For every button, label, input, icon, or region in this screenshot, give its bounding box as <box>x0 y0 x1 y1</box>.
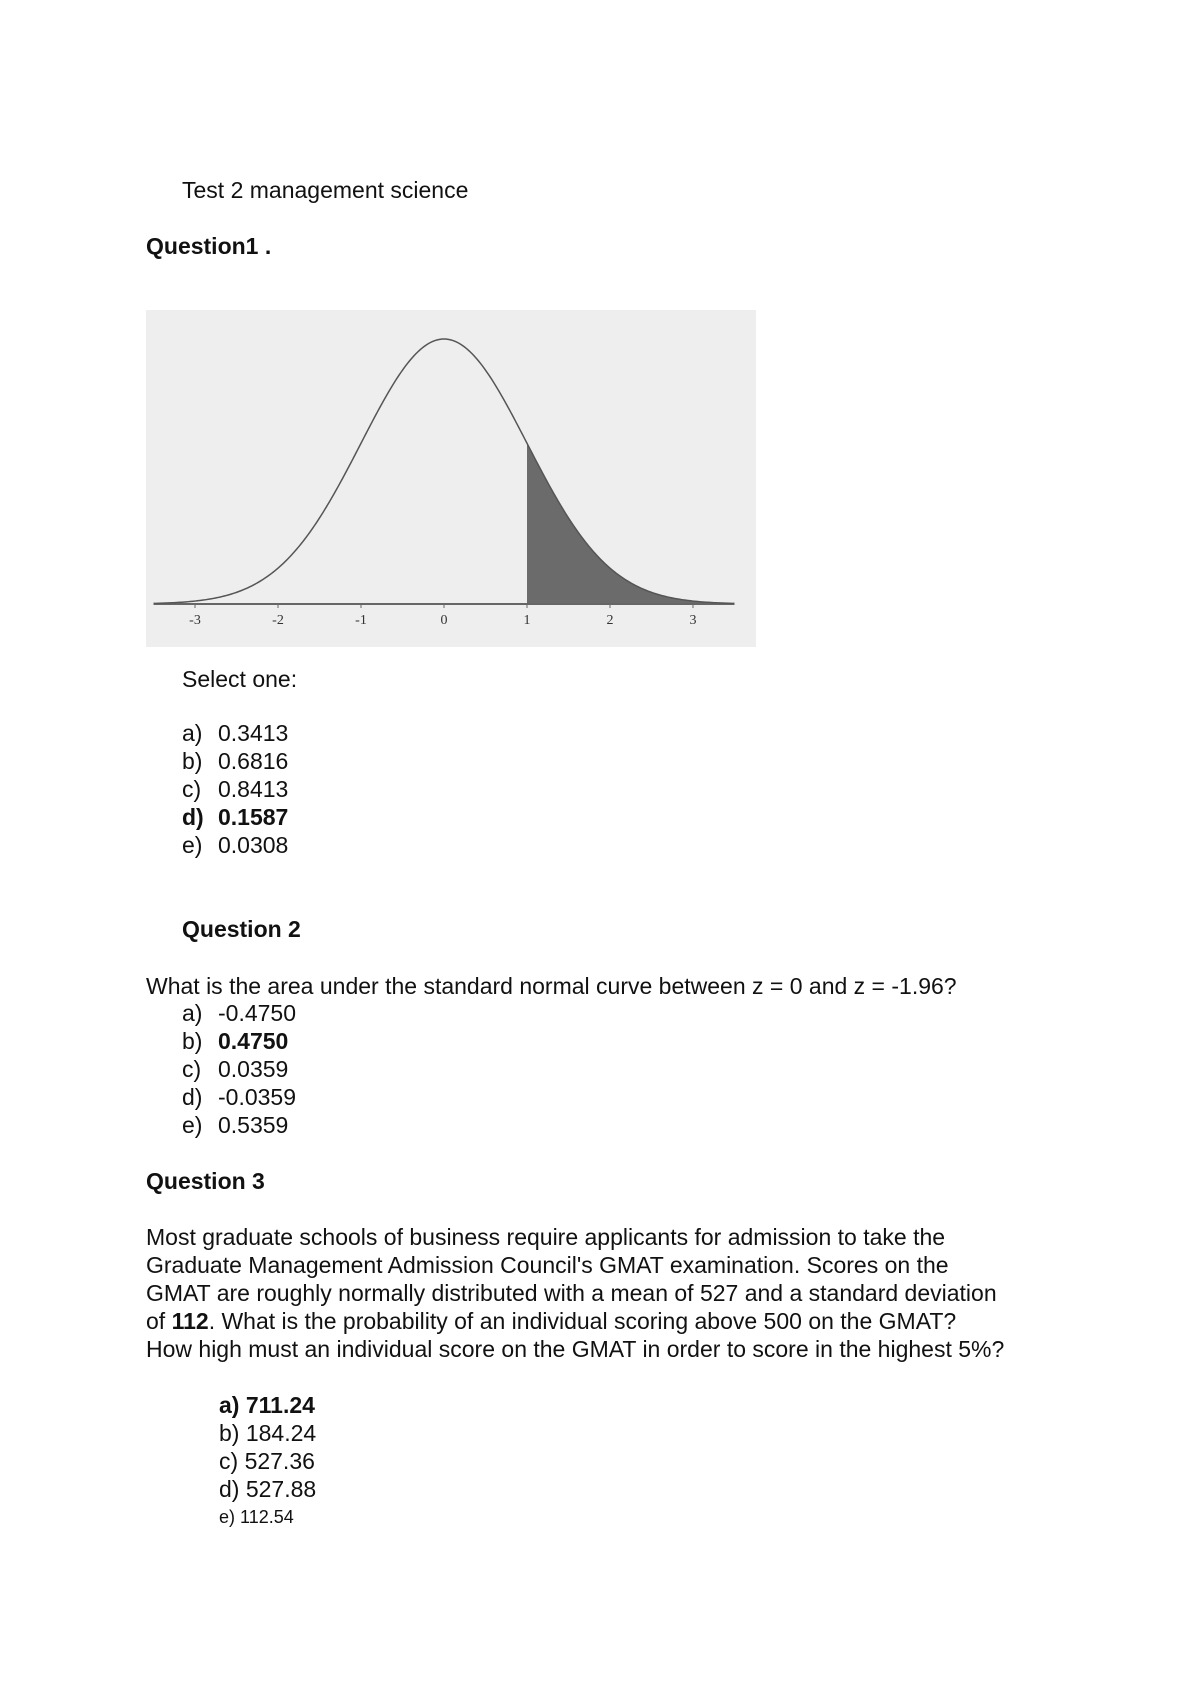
q2-option-a-value: -0.4750 <box>218 1000 297 1026</box>
q3-option-a[interactable] <box>219 1391 315 1419</box>
shaded-tail-area <box>527 443 735 604</box>
q3-option-b-label: b) <box>219 1420 240 1446</box>
q3-paragraph-line-5: How high must an individual score on the GMAT in order to score in the highest 5%? <box>146 1336 1005 1362</box>
q3-line-4-pre: of <box>146 1308 172 1334</box>
x-tick-label: 3 <box>689 613 697 628</box>
q1-option-d-label: d) <box>182 804 204 830</box>
q1-option-b-label: b) <box>182 748 203 774</box>
select-one-label: Select one: <box>182 666 298 692</box>
q3-paragraph-line-3: GMAT are roughly normally distributed with a mean of 527 and a standard deviation <box>146 1280 997 1306</box>
x-tick-label: 1 <box>523 613 531 628</box>
x-tick-label: -2 <box>272 613 284 628</box>
q3-option-c[interactable] <box>219 1447 315 1475</box>
q3-option-d[interactable] <box>219 1475 316 1503</box>
q3-paragraph-line-2: Graduate Management Admission Council's GMAT examination. Scores on the <box>146 1252 949 1278</box>
q1-option-b[interactable] <box>182 747 288 775</box>
x-tick-label: 2 <box>606 613 614 628</box>
q3-option-c-value: 527.36 <box>244 1448 315 1474</box>
x-tick-label: 0 <box>440 613 448 628</box>
q3-option-d-label: d) <box>219 1476 240 1502</box>
q3-option-b-value: 184.24 <box>245 1420 317 1446</box>
q1-option-e-value: 0.0308 <box>218 832 289 858</box>
q1-option-a[interactable] <box>182 719 288 747</box>
q1-option-e[interactable] <box>182 831 288 859</box>
q2-option-b-label: b) <box>182 1028 203 1054</box>
q2-option-a-label: a) <box>182 1000 203 1026</box>
x-tick-label: -3 <box>189 613 201 628</box>
q2-option-e-value: 0.5359 <box>218 1112 289 1138</box>
q3-paragraph-line-4 <box>146 1307 956 1335</box>
q3-option-e[interactable] <box>219 1506 294 1528</box>
q2-option-d-label: d) <box>182 1084 203 1110</box>
q2-option-a[interactable] <box>182 999 296 1027</box>
q1-option-c-label: c) <box>182 776 202 802</box>
q3-option-c-label: c) <box>219 1448 239 1474</box>
q1-option-e-label: e) <box>182 832 203 858</box>
q1-option-d[interactable] <box>182 803 288 831</box>
q2-option-c-value: 0.0359 <box>218 1056 289 1082</box>
q3-option-d-value: 527.88 <box>245 1476 317 1502</box>
q3-option-e-label: e) <box>219 1507 236 1527</box>
density-curve <box>154 339 735 603</box>
q1-option-a-value: 0.3413 <box>218 720 289 746</box>
q1-option-c[interactable] <box>182 775 288 803</box>
x-axis-ticks <box>189 604 696 628</box>
x-tick-label: -1 <box>355 613 367 628</box>
question-1-heading: Question1 . <box>146 233 272 259</box>
q1-option-a-label: a) <box>182 720 203 746</box>
q1-option-c-value: 0.8413 <box>218 776 289 802</box>
question-3-heading: Question 3 <box>146 1168 265 1194</box>
q2-option-b-value: 0.4750 <box>218 1028 289 1054</box>
q3-line-4-post: . What is the probability of an individual scoring above 500 on the GMAT? <box>208 1308 957 1334</box>
q3-option-e-value: 112.54 <box>240 1507 294 1527</box>
q2-option-c[interactable] <box>182 1055 288 1083</box>
q2-option-c-label: c) <box>182 1056 202 1082</box>
q1-option-b-value: 0.6816 <box>218 748 289 774</box>
document-title: Test 2 management science <box>182 177 469 203</box>
q3-option-a-value: 711.24 <box>245 1392 315 1418</box>
q3-option-b[interactable] <box>219 1419 316 1447</box>
question-2-heading: Question 2 <box>182 916 301 942</box>
normal-curve-svg <box>146 310 756 647</box>
q2-option-d-value: -0.0359 <box>218 1084 297 1110</box>
q2-option-b[interactable] <box>182 1027 288 1055</box>
q2-option-d[interactable] <box>182 1083 296 1111</box>
q3-option-a-label: a) <box>219 1392 240 1418</box>
q3-std-dev-value: 112 <box>171 1308 209 1334</box>
normal-curve-figure <box>146 310 756 647</box>
q1-option-d-value: 0.1587 <box>218 804 289 830</box>
question-2-prompt: What is the area under the standard normal curve between z = 0 and z = -1.96? <box>146 973 957 999</box>
q2-option-e[interactable] <box>182 1111 288 1139</box>
q2-option-e-label: e) <box>182 1112 203 1138</box>
q3-paragraph-line-1: Most graduate schools of business require applicants for admission to take the <box>146 1224 946 1250</box>
